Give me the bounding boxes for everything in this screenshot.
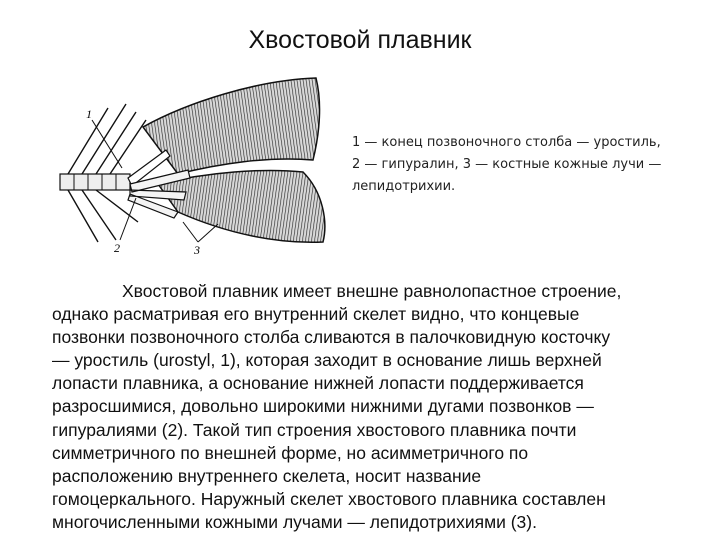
body-line: многочисленными кожными лучами — лепидотрихиями (3). [52, 511, 537, 532]
body-line: гомоцеркального. Наружный скелет хвостового плавника составлен [52, 488, 606, 509]
body-line: позвонки позвоночного столба сливаются в палочковидную косточку [52, 327, 611, 348]
body-line: Хвостовой плавник имеет внешне равнолопастное строение, [122, 281, 622, 301]
body-line: симметричного по внешней форме, но асимметричного по [52, 442, 529, 463]
body-line: однако расматривая его внутренний скелет видно, что концевые [52, 304, 580, 325]
callout-1: 1 [86, 107, 92, 121]
tail-fin-drawing [38, 72, 338, 262]
vertebral-column [60, 174, 130, 190]
upper-lobe [143, 78, 320, 174]
body-line: — уростиль (urostyl, 1), которая заходит в основание лишь верхней [52, 350, 602, 371]
body-line: разросшимися, довольно широкими нижними дугами позвонков — [52, 396, 594, 417]
lower-lobe [158, 171, 325, 243]
figure-legend [352, 132, 720, 198]
legend-line: лепидотрихии. [352, 179, 456, 194]
upper-spines [68, 104, 146, 174]
body-line: расположению внутреннего скелета, носит название [52, 465, 482, 486]
lower-spines [68, 190, 138, 242]
page-title: Хвостовой плавник [248, 26, 472, 54]
body-line: гипуралиями (2). Такой тип строения хвостового плавника почти [52, 419, 577, 440]
body-line: лопасти плавника, а основание нижней лопасти поддерживается [52, 373, 584, 394]
tail-fin-illustration [38, 72, 338, 262]
callout-2: 2 [114, 241, 120, 255]
legend-line: 1 — конец позвоночного столба — уростиль, [352, 135, 661, 150]
body-paragraph [52, 280, 692, 534]
callout-3: 3 [194, 243, 200, 257]
legend-line: 2 — гипуралин, 3 — костные кожные лучи — [352, 157, 662, 172]
